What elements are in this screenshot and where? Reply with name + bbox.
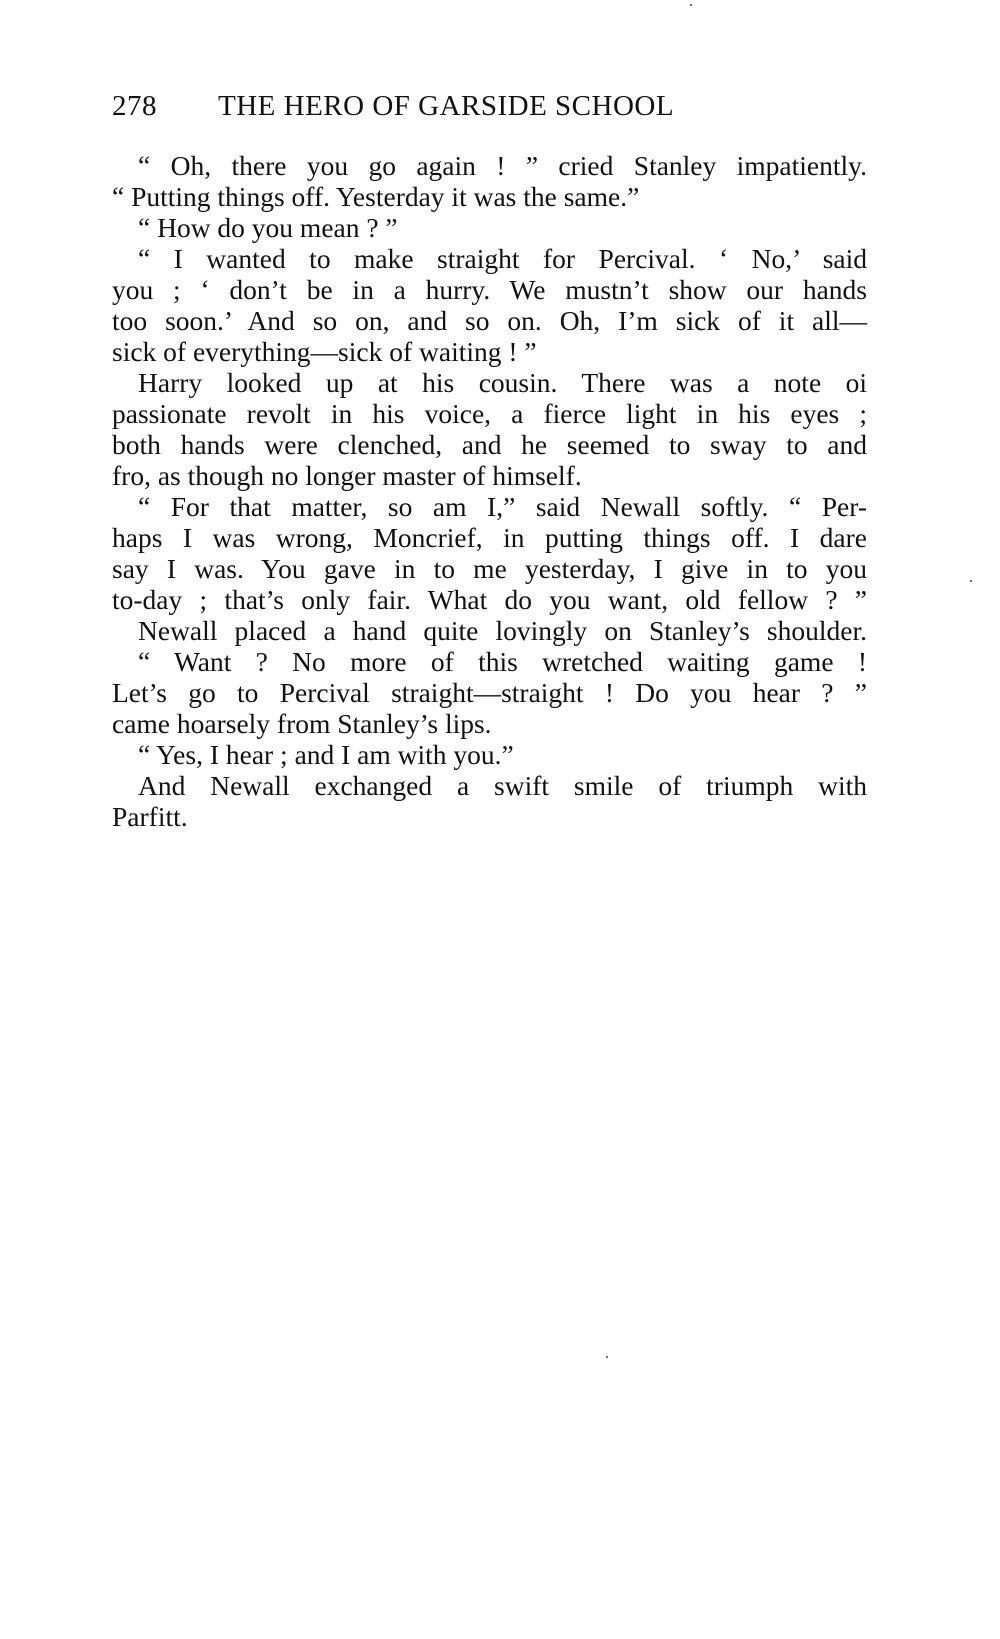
text-line: fro, as though no longer master of himself.: [112, 460, 582, 491]
text-line: sick of everything—sick of waiting ! ”: [112, 336, 537, 367]
text-line: Newall placed a hand quite lovingly on Stanley’s shoulder.: [138, 615, 867, 646]
text-line: say I was. You gave in to me yesterday, I give in to you: [112, 553, 867, 584]
text-line: haps I was wrong, Moncrief, in putting things off. I dare: [112, 522, 867, 553]
scan-speck: [606, 1356, 608, 1358]
text-line: you ; ‘ don’t be in a hurry. We mustn’t show our hands: [112, 274, 867, 305]
body-text: [112, 150, 867, 832]
running-head: [112, 90, 872, 126]
text-line: “ I wanted to make straight for Percival. ‘ No,’ said: [138, 243, 867, 274]
text-line: “ Putting things off. Yesterday it was the same.”: [112, 181, 640, 212]
book-title: THE HERO OF GARSIDE SCHOOL: [218, 90, 675, 122]
text-line: “ Yes, I hear ; and I am with you.”: [138, 739, 514, 770]
text-line: both hands were clenched, and he seemed to sway to and: [112, 429, 867, 460]
text-line: “ Oh, there you go again ! ” cried Stanley impatiently.: [138, 150, 867, 181]
text-line: passionate revolt in his voice, a fierce light in his eyes ;: [112, 398, 867, 429]
text-line: to-day ; that’s only fair. What do you want, old fellow ? ”: [112, 584, 867, 615]
text-line: And Newall exchanged a swift smile of triumph with: [138, 770, 867, 801]
text-line: Parfitt.: [112, 801, 188, 832]
text-line: too soon.’ And so on, and so on. Oh, I’m sick of it all—: [112, 305, 867, 336]
text-line: “ For that matter, so am I,” said Newall softly. “ Per-: [138, 491, 867, 522]
text-line: “ Want ? No more of this wretched waiting game !: [138, 646, 867, 677]
scan-speck: [690, 4, 692, 6]
text-line: “ How do you mean ? ”: [138, 212, 398, 243]
text-line: Let’s go to Percival straight—straight ! Do you hear ? ”: [112, 677, 867, 708]
text-line: came hoarsely from Stanley’s lips.: [112, 708, 492, 739]
page-number: 278: [112, 90, 157, 122]
scan-speck: [970, 580, 972, 582]
text-line: Harry looked up at his cousin. There was a note oi: [138, 367, 867, 398]
